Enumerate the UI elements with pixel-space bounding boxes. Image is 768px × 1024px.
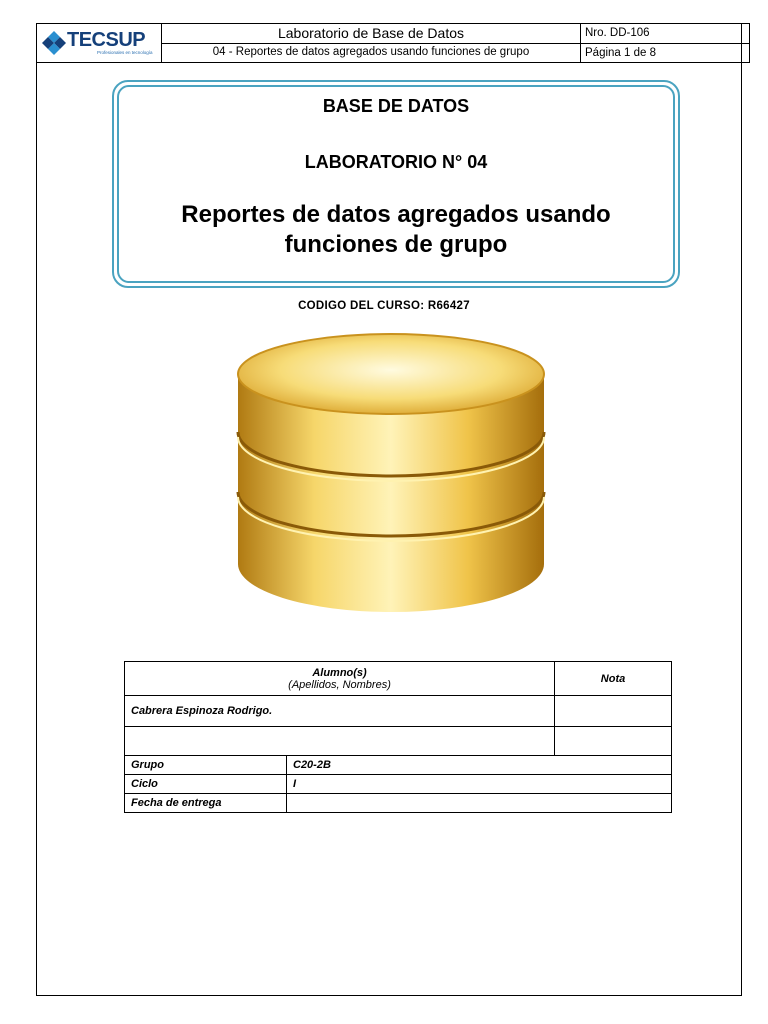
lab-title-line-2: funciones de grupo: [284, 231, 508, 258]
header-title-cell: [162, 24, 581, 44]
lab-title: [119, 200, 673, 260]
lab-title-line-1: Reportes de datos agregados usando: [181, 201, 611, 228]
alumno-subheader: (Apellidos, Nombres): [288, 678, 391, 691]
database-icon: [216, 332, 566, 617]
logo-wordmark: TECSUP: [67, 29, 146, 51]
student-grade-1: [555, 696, 672, 727]
header-subtitle: 04 - Reportes de datos agregados usando funciones de grupo: [212, 46, 530, 59]
page-number: Página 1 de 8: [581, 43, 750, 63]
alumno-header-cell: [125, 662, 555, 696]
course-name: BASE DE DATOS: [322, 96, 470, 116]
logo-cell: [37, 24, 162, 63]
ciclo-value: I: [287, 775, 672, 794]
tecsup-emblem-icon: [41, 30, 67, 56]
doc-number: Nro. DD-106: [581, 24, 750, 44]
fecha-label: Fecha de entrega: [125, 794, 287, 813]
title-box-inner: [117, 85, 675, 283]
title-box: [112, 80, 680, 288]
course-code: CODIGO DEL CURSO: R66427: [298, 300, 470, 312]
logo-tagline: Profesionales en tecnología: [97, 50, 153, 55]
tecsup-logo: [37, 24, 161, 62]
header-title: Laboratorio de Base de Datos: [277, 24, 464, 41]
document-header: [36, 23, 750, 63]
student-grade-2: [555, 727, 672, 756]
fecha-value: [287, 794, 672, 813]
header-subtitle-cell: [162, 43, 581, 63]
alumno-header: Alumno(s): [312, 666, 367, 679]
student-name-2: [125, 727, 555, 756]
student-table: [124, 661, 672, 813]
grupo-label: Grupo: [125, 756, 287, 775]
grupo-value: C20-2B: [287, 756, 672, 775]
student-name-1: Cabrera Espinoza Rodrigo.: [125, 696, 555, 727]
nota-header: Nota: [555, 662, 672, 696]
lab-number: LABORATORIO N° 04: [304, 152, 488, 172]
ciclo-label: Ciclo: [125, 775, 287, 794]
